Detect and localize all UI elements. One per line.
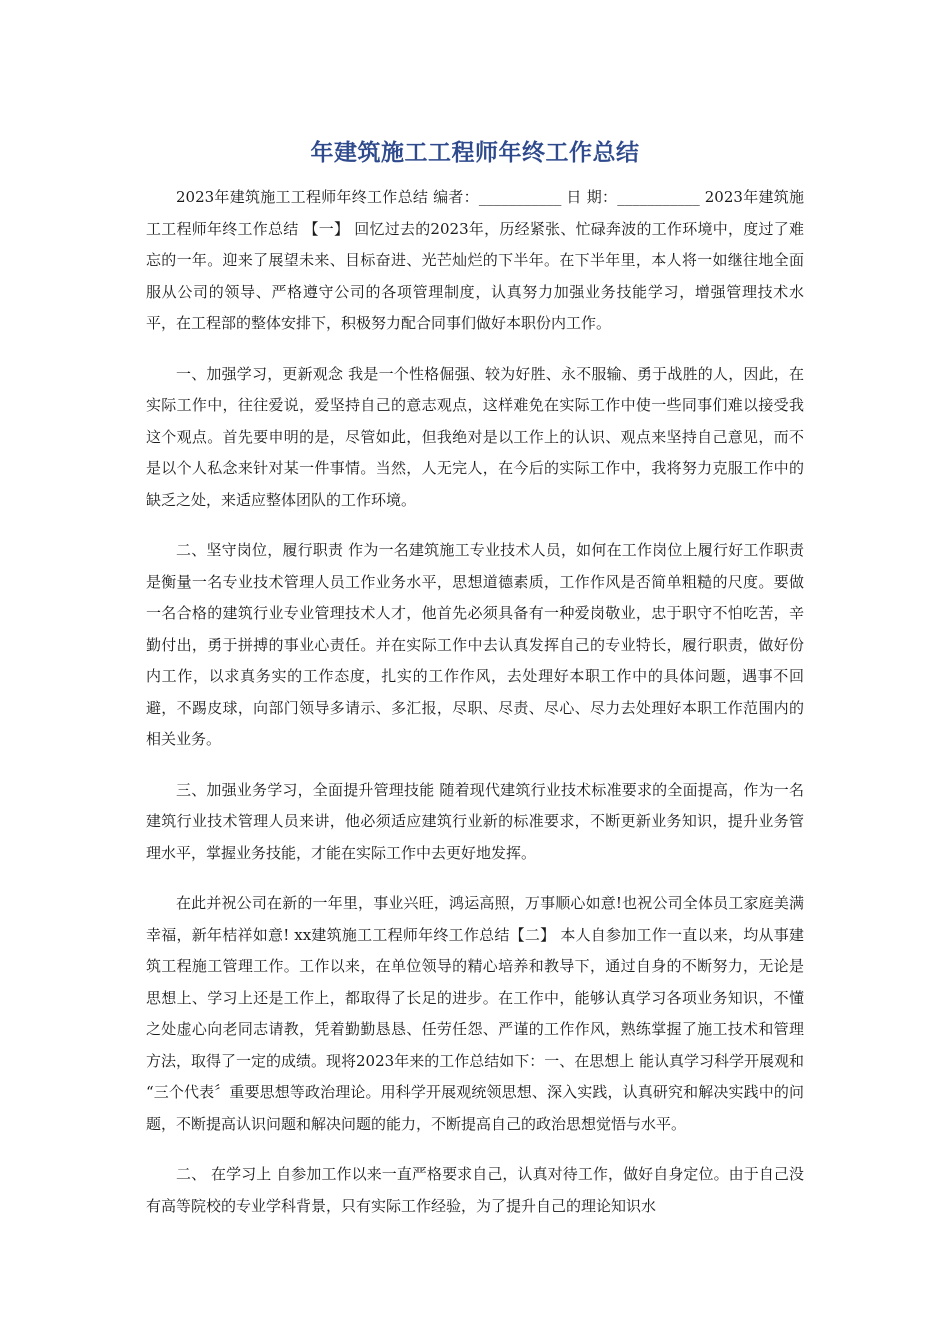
paragraph-intro: 2023年建筑施工工程师年终工作总结 编者：___________ 日 期：___________ 2023年建筑施工工程师年终工作总结 【一】 回忆过去的2023年，历经紧张、忙碌奔波的工作环境中，度过了难忘的一年。迎来了展望未来、目标奋进、光芒灿烂的下半年。在下半年里，本人将一如继往地全面服从公司的领导、严格遵守公司的各项管理制度，认真努力加强业务技能学习，增强管理技术水平，在工程部的整体安排下，积极努力配合同事们做好本职份内工作。 [146, 188, 804, 332]
paragraph-section-2: 二、坚守岗位，履行职责 作为一名建筑施工专业技术人员，如何在工作岗位上履行好工作职责是衡量一名专业技术管理人员工作业务水平，思想道德素质，工作作风是否简单粗糙的尺度。要做一名合格的建筑行业专业管理技术人才，他首先必须具备有一种爱岗敬业，忠于职守不怕吃苦，辛勤付出，勇于拼搏的事业心责任。并在实际工作中去认真发挥自己的专业特长，履行职责，做好份内工作，以求真务实的工作态度，扎实的工作作风，去处理好本职工作中的具体问题，遇事不回避，不踢皮球，向部门领导多请示、多汇报，尽职、尽责、尽心、尽力去处理好本职工作范围内的相关业务。 [146, 541, 804, 748]
paragraph-wishes-and-part-2: 在此并祝公司在新的一年里，事业兴旺，鸿运高照，万事顺心如意!也祝公司全体员工家庭美满幸福，新年桔祥如意! xx建筑施工工程师年终工作总结【二】 本人自参加工作一直以来，均从事建筑工程施工管理工作。工作以来，在单位领导的精心培养和教导下，通过自身的不断努力，无论是思想上、学习上还是工作上，都取得了长足的进步。在工作中，能够认真学习各项业务知识，不懂之处虚心向老同志请教，凭着勤勤恳恳、任劳任怨、严谨的工作作风，熟练掌握了施工技术和管理方法，取得了一定的成绩。现将2023年来的工作总结如下：一、在思想上 能认真学习科学开展观和 “三个代表〞重要思想等政治理论。用科学开展观统领思想、深入实践，认真研究和解决实践中的问题，不断提高认识问题和解决问题的能力，不断提高自己的政治思想觉悟与水平。 [146, 894, 804, 1133]
paragraph-section-1: 一、加强学习，更新观念 我是一个性格倔强、较为好胜、永不服输、勇于战胜的人，因此，在实际工作中，往往爱说，爱坚持自己的意志观点，这样难免在实际工作中使一些同事们难以接受我这个观点。首先要申明的是，尽管如此，但我绝对是以工作上的认识、观点来坚持自己意见，而不是以个人私念来针对某一件事情。当然，人无完人，在今后的实际工作中，我将努力克服工作中的缺乏之处，来适应整体团队的工作环境。 [146, 364, 804, 509]
paragraph-section-3: 三、加强业务学习，全面提升管理技能 随着现代建筑行业技术标准要求的全面提高，作为一名建筑行业技术管理人员来讲，他必须适应建筑行业新的标准要求，不断更新业务知识，提升业务管理水平，掌握业务技能，才能在实际工作中去更好地发挥。 [146, 780, 804, 862]
document-title: 年建筑施工工程师年终工作总结 [310, 140, 640, 166]
document-body [146, 182, 804, 1241]
paragraph-study: 二、 在学习上 自参加工作以来一直严格要求自己，认真对待工作，做好自身定位。由于自己没有高等院校的专业学科背景，只有实际工作经验，为了提升自己的理论知识水 [146, 1165, 804, 1215]
